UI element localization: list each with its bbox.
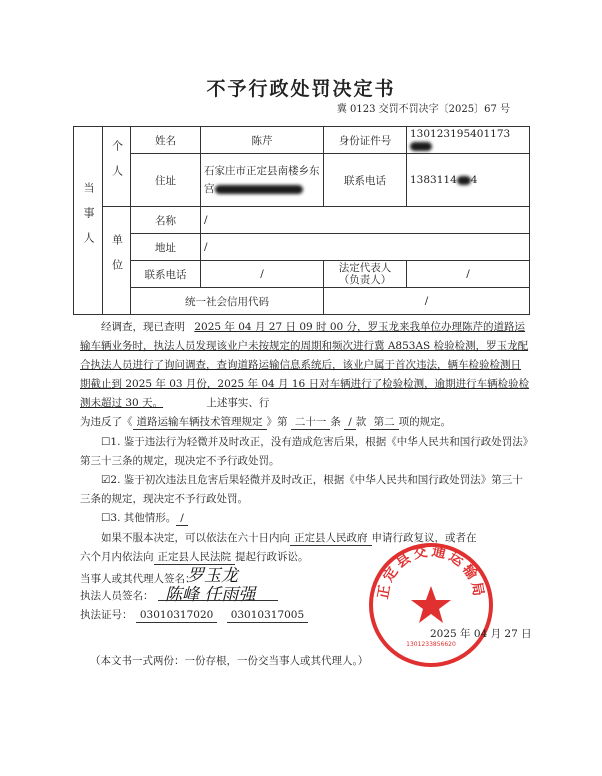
article-word: 》第: [266, 416, 288, 428]
appeal-p1: 如果不服本决定，可以依法在六十日内向: [101, 532, 290, 544]
footer-note: （本文书一式两份：一份存根，一份交当事人或其代理人。）: [90, 655, 369, 667]
unit-name-value: /: [201, 207, 530, 234]
appeal-court: 正定县人民法院: [154, 550, 236, 565]
page-title: 不予行政处罚决定书: [206, 78, 396, 100]
individual-cell: [103, 127, 131, 207]
appeal-p4: 提起行政诉讼。: [235, 551, 309, 563]
investigation-facts: 2025 年 04 月 27 日 09 时 00 分，罗玉龙来我单位办理陈芹的道路运输车辆业务时，执法人员发现该业户未按规定的周期和频次进行冀 A853AS 检验检测，罗玉龙配合执法人员进行了询问调查，查询道路运输信息系统后，该业户属于首次违法，辆车检验检测日期截止到 2025 年 03 月份，2025 年 04 月 16 日对车辆进行了检验检测，逾期进行车辆检验检测未超过 30 天。: [80, 321, 530, 409]
certificate-number-2: 03010317005: [227, 608, 309, 623]
redaction-mark: [410, 142, 432, 151]
seal-star-icon: [411, 586, 451, 623]
id-value-cell: [407, 127, 530, 154]
redaction-mark: [215, 185, 303, 194]
address-value: 石家庄市正定县南楼乡东: [204, 165, 320, 177]
party-signature-label: 当事人或其代理人签名：: [80, 573, 196, 585]
credit-code-value: /: [324, 288, 530, 315]
credit-code-label: 统一社会信用代码: [131, 288, 324, 315]
option-3: [80, 509, 530, 528]
clause-number: /: [344, 415, 356, 430]
option-3-checkbox[interactable]: ☐: [101, 512, 111, 524]
article-unit: 条: [330, 416, 341, 428]
redaction-mark: [457, 176, 471, 185]
investigation-tail: 上述事实、行: [206, 397, 270, 409]
individual-label: 个人: [110, 140, 124, 190]
violation-prefix: 为违反了《: [80, 416, 133, 428]
address-label: 住址: [131, 154, 201, 207]
seal-text: 正定县交通运输局: [375, 543, 487, 601]
unit-cell: [103, 207, 131, 315]
seal-sub: 1301233856620: [406, 641, 456, 648]
certificate-number-1: 03010317020: [136, 608, 218, 623]
officer-signature-label: 执法人员签名：: [80, 590, 154, 602]
clause-word: 款: [355, 416, 367, 428]
address-value-2: 宫: [204, 183, 215, 195]
name-label: 姓名: [131, 127, 201, 154]
option-1-checkbox[interactable]: ☐: [101, 436, 111, 448]
option-3-value: /: [176, 511, 188, 526]
phone-value-cell: [407, 154, 530, 207]
party-group-cell: [74, 127, 103, 315]
document-number: 冀 0123 交罚不罚决字〔2025〕67 号: [336, 104, 510, 115]
regulation-name: 道路运输车辆技术管理规定: [133, 415, 267, 430]
party-group-label: 当事人: [82, 181, 95, 257]
id-label: 身份证件号: [324, 127, 407, 154]
phone-label: 联系电话: [324, 154, 407, 207]
option-2: [80, 471, 530, 509]
officer-signature: 陈峰 任雨强: [165, 585, 256, 605]
investigation-paragraph: [80, 318, 530, 432]
officer-signature-line: [158, 600, 278, 601]
name-value: 陈芹: [201, 127, 324, 154]
option-1-text: 1. 鉴于违法行为轻微并及时改正，没有造成危害后果，根据《中华人民共和国行政处罚法》第三十三条的规定，现决定不予行政处罚。: [80, 436, 529, 467]
unit-phone-label: 联系电话: [131, 261, 201, 288]
legal-rep-value: /: [407, 261, 530, 288]
option-2-text: 2. 鉴于初次违法且危害后果轻微并及时改正，根据《中华人民共和国行政处罚法》第三十三条的规定，现决定不予行政处罚。: [80, 474, 523, 505]
appeal-govt: 正定县人民政府: [290, 531, 372, 546]
item-number: 第二: [370, 415, 399, 430]
issue-date: 2025 年 04 月 27 日: [430, 628, 532, 640]
id-value: 130123195401173: [410, 128, 511, 140]
unit-address-label: 地址: [131, 234, 201, 261]
appeal-p3: 六个月内依法向: [80, 551, 154, 563]
item-word: 项的规定。: [398, 416, 452, 428]
party-info-table: [73, 126, 530, 315]
legal-rep-label: 法定代表人: [338, 262, 392, 274]
party-signature: 罗玉龙: [187, 566, 238, 586]
legal-rep-sub: （负责人）: [338, 274, 392, 286]
unit-address-value: /: [201, 234, 530, 261]
address-value-cell: [201, 154, 324, 207]
official-seal: [368, 542, 494, 668]
option-2-checkbox[interactable]: ☑: [101, 474, 111, 486]
certificate-label: 执法证号：: [80, 609, 133, 621]
investigation-lead: 经调查，现已查明: [101, 321, 185, 333]
appeal-p2: 申请行政复议，或者在: [371, 532, 477, 544]
unit-name-label: 名称: [131, 207, 201, 234]
legal-rep-label-cell: [324, 261, 407, 288]
phone-value-tail: 4: [470, 174, 478, 186]
article-number: 二十一: [291, 415, 331, 430]
option-1: [80, 433, 530, 471]
unit-label: 单位: [110, 234, 124, 284]
option-3-text: 3. 其他情形。: [110, 512, 177, 524]
unit-phone-value: /: [201, 261, 324, 288]
phone-value: 1383114: [410, 174, 457, 186]
